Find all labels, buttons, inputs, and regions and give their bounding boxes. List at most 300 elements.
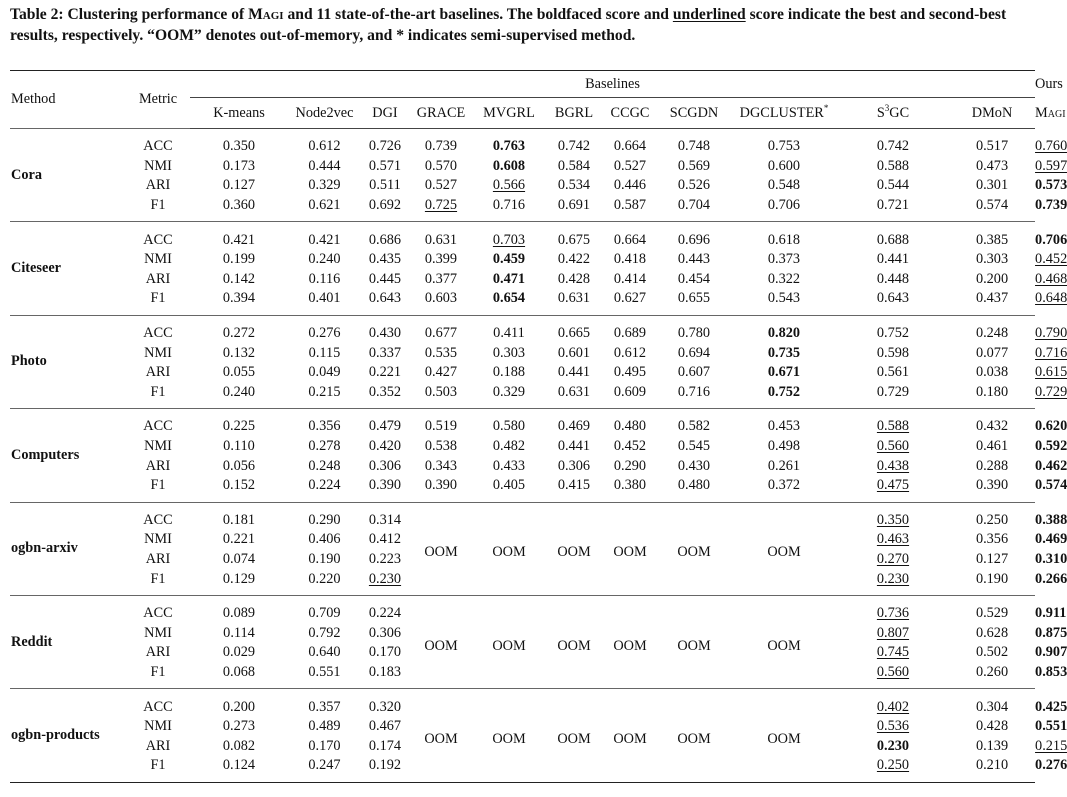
score-value: 0.272 (222, 325, 256, 342)
score-value: 0.529 (975, 605, 1009, 622)
score-value: 0.536 (876, 718, 910, 735)
score-cell (361, 383, 409, 409)
score-cell (288, 250, 361, 270)
metric-label: ACC (143, 138, 173, 155)
score-cell (837, 595, 949, 623)
score-cell (361, 456, 409, 476)
score-value: 0.261 (767, 457, 801, 474)
score-cell (837, 643, 949, 663)
metric-label: ACC (143, 325, 173, 342)
score-cell (731, 250, 837, 270)
score-cell (361, 289, 409, 315)
score-value: 0.421 (222, 231, 256, 248)
score-value: 0.422 (557, 251, 591, 268)
score-cell (837, 176, 949, 196)
score-value: 0.350 (876, 511, 910, 528)
score-cell (190, 196, 288, 222)
score-cell (190, 717, 288, 737)
metric-label: F1 (150, 570, 166, 587)
score-cell (731, 476, 837, 502)
col-header-scgdn: SCGDN (657, 98, 731, 129)
score-cell (545, 157, 603, 177)
table-row (10, 250, 1035, 270)
score-cell (545, 363, 603, 383)
metric-label: NMI (144, 624, 172, 641)
score-value: 0.694 (677, 344, 711, 361)
score-value: 0.421 (308, 231, 341, 248)
score-cell (190, 363, 288, 383)
score-cell (949, 595, 1035, 623)
table-row (10, 476, 1035, 502)
score-value: 0.377 (424, 270, 458, 287)
score-value: 0.306 (368, 457, 402, 474)
score-value: 0.390 (368, 477, 402, 494)
score-value: 0.609 (613, 383, 647, 400)
score-value: 0.443 (677, 251, 711, 268)
score-value: 0.574 (1035, 477, 1067, 494)
score-value: 0.677 (424, 325, 458, 342)
score-value: 0.643 (368, 290, 402, 307)
metric-label: ACC (143, 418, 173, 435)
score-value: 0.582 (677, 418, 711, 435)
score-cell (837, 383, 949, 409)
score-cell (409, 343, 473, 363)
score-value: 0.337 (368, 344, 402, 361)
col-header-ccgc: CCGC (603, 98, 657, 129)
score-cell (603, 383, 657, 409)
score-cell (361, 623, 409, 643)
score-cell (361, 476, 409, 502)
score-value: 0.173 (222, 157, 256, 174)
score-value: 0.188 (492, 364, 526, 381)
score-value: 0.049 (308, 364, 341, 381)
score-cell (190, 270, 288, 290)
score-cell (288, 409, 361, 437)
score-cell (190, 222, 288, 250)
score-cell (288, 343, 361, 363)
metric-label: ARI (145, 457, 171, 474)
score-cell (190, 502, 288, 530)
metric-label: F1 (150, 663, 166, 680)
score-cell (190, 569, 288, 595)
score-cell (545, 270, 603, 290)
score-value: 0.127 (222, 177, 256, 194)
score-value: 0.631 (557, 290, 591, 307)
score-value: 0.425 (1035, 698, 1067, 715)
caption-text-2: and 11 state-of-the-art baselines. The boldfaced score and (287, 6, 669, 23)
oom-cell: OOM (677, 637, 711, 654)
score-value: 0.446 (613, 177, 647, 194)
score-cell (603, 250, 657, 270)
score-value: 0.248 (975, 325, 1009, 342)
score-cell (949, 343, 1035, 363)
score-cell (361, 736, 409, 756)
score-value: 0.388 (1035, 511, 1067, 528)
score-value: 0.598 (876, 344, 910, 361)
score-value: 0.543 (767, 290, 801, 307)
score-cell (473, 270, 545, 290)
score-value: 0.411 (493, 325, 525, 342)
score-cell (361, 129, 409, 157)
score-value: 0.415 (557, 477, 591, 494)
score-cell (361, 717, 409, 737)
semi-supervised-marker: * (823, 102, 829, 113)
score-cell (409, 176, 473, 196)
score-value: 0.454 (677, 270, 711, 287)
score-cell (657, 315, 731, 343)
score-cell (603, 270, 657, 290)
score-value: 0.224 (308, 477, 341, 494)
score-cell (409, 383, 473, 409)
score-value: 0.706 (1035, 231, 1067, 248)
score-value: 0.655 (677, 290, 711, 307)
score-cell (603, 289, 657, 315)
table-caption (10, 4, 1015, 46)
col-header-s3gc-gc: GC (889, 104, 910, 121)
score-value: 0.221 (368, 364, 402, 381)
table-row (10, 176, 1035, 196)
dataset-name: Reddit (11, 633, 53, 650)
score-cell (361, 222, 409, 250)
score-cell (949, 250, 1035, 270)
score-cell (657, 476, 731, 502)
score-value: 0.753 (767, 138, 801, 155)
score-value: 0.612 (308, 138, 341, 155)
score-cell (949, 736, 1035, 756)
score-value: 0.116 (308, 270, 341, 287)
score-value: 0.115 (308, 344, 341, 361)
score-cell (409, 456, 473, 476)
score-value: 0.343 (424, 457, 458, 474)
score-value: 0.703 (492, 231, 526, 248)
score-value: 0.453 (767, 418, 801, 435)
score-value: 0.390 (424, 477, 458, 494)
score-value: 0.224 (368, 605, 402, 622)
score-cell (288, 689, 361, 717)
score-value: 0.519 (424, 418, 458, 435)
score-cell (949, 383, 1035, 409)
score-value: 0.907 (1035, 644, 1067, 661)
score-cell (288, 129, 361, 157)
score-value: 0.664 (613, 231, 647, 248)
score-cell (409, 270, 473, 290)
score-value: 0.427 (424, 364, 458, 381)
score-cell (361, 689, 409, 717)
dataset-group (10, 222, 1067, 315)
score-value: 0.716 (677, 383, 711, 400)
score-value: 0.247 (308, 757, 341, 774)
score-value: 0.752 (767, 383, 801, 400)
score-cell (545, 315, 603, 343)
score-cell (190, 157, 288, 177)
score-value: 0.471 (492, 270, 526, 287)
score-cell (603, 222, 657, 250)
score-cell (361, 550, 409, 570)
score-cell (409, 196, 473, 222)
score-value: 0.569 (677, 157, 711, 174)
score-cell (731, 363, 837, 383)
score-value: 0.441 (876, 251, 910, 268)
score-cell (949, 643, 1035, 663)
score-value: 0.544 (876, 177, 910, 194)
metric-label: F1 (150, 383, 166, 400)
score-cell (949, 196, 1035, 222)
score-value: 0.056 (222, 457, 256, 474)
score-cell (837, 315, 949, 343)
metric-label: ARI (145, 364, 171, 381)
score-cell (361, 343, 409, 363)
score-cell (603, 315, 657, 343)
score-value: 0.551 (1035, 718, 1067, 735)
score-cell (837, 129, 949, 157)
score-cell (473, 476, 545, 502)
metric-label: ACC (143, 698, 173, 715)
score-value: 0.527 (613, 157, 647, 174)
score-cell (288, 157, 361, 177)
score-cell (361, 756, 409, 782)
score-value: 0.139 (975, 737, 1009, 754)
score-cell (657, 222, 731, 250)
score-cell (657, 157, 731, 177)
score-cell (603, 456, 657, 476)
score-value: 0.615 (1035, 364, 1067, 381)
score-value: 0.414 (613, 270, 647, 287)
oom-cell: OOM (767, 730, 801, 747)
score-value: 0.110 (223, 438, 255, 455)
score-value: 0.573 (1035, 177, 1067, 194)
score-cell (190, 250, 288, 270)
score-cell (949, 530, 1035, 550)
score-value: 0.739 (424, 138, 458, 155)
score-cell (288, 663, 361, 689)
score-cell (361, 502, 409, 530)
score-value: 0.433 (492, 457, 526, 474)
score-cell (657, 250, 731, 270)
score-value: 0.648 (1035, 290, 1067, 307)
score-cell (837, 717, 949, 737)
score-value: 0.089 (222, 605, 256, 622)
col-header-bgrl: BGRL (545, 98, 603, 129)
score-cell (603, 476, 657, 502)
score-value: 0.535 (424, 344, 458, 361)
score-cell (837, 437, 949, 457)
score-cell (190, 689, 288, 717)
score-cell (837, 456, 949, 476)
score-value: 0.739 (1035, 197, 1067, 214)
table-row (10, 409, 1035, 437)
score-value: 0.560 (876, 438, 910, 455)
score-cell (545, 409, 603, 437)
score-value: 0.503 (424, 383, 458, 400)
score-value: 0.438 (876, 457, 910, 474)
score-cell (949, 717, 1035, 737)
score-value: 0.301 (975, 177, 1009, 194)
score-cell (409, 289, 473, 315)
score-value: 0.612 (613, 344, 647, 361)
metric-label: NMI (144, 251, 172, 268)
score-cell (409, 157, 473, 177)
score-value: 0.276 (1035, 757, 1067, 774)
score-value: 0.290 (308, 511, 341, 528)
score-cell (949, 689, 1035, 717)
score-value: 0.654 (492, 290, 526, 307)
score-value: 0.373 (767, 251, 801, 268)
score-value: 0.735 (767, 344, 801, 361)
score-cell (409, 476, 473, 502)
oom-cell: OOM (677, 544, 711, 561)
score-value: 0.350 (222, 138, 256, 155)
score-cell (837, 270, 949, 290)
dataset-name: ogbn-products (11, 726, 100, 743)
score-value: 0.250 (876, 757, 910, 774)
score-cell (657, 196, 731, 222)
score-value: 0.170 (368, 644, 402, 661)
score-value: 0.742 (557, 138, 591, 155)
score-cell (409, 129, 473, 157)
metric-label: NMI (144, 344, 172, 361)
score-value: 0.688 (876, 231, 910, 248)
score-cell (657, 289, 731, 315)
score-value: 0.627 (613, 290, 647, 307)
oom-cell: OOM (424, 730, 458, 747)
dataset-name: Citeseer (11, 260, 62, 277)
score-cell (949, 476, 1035, 502)
metric-label: F1 (150, 757, 166, 774)
score-value: 0.601 (557, 344, 591, 361)
score-cell (288, 623, 361, 643)
score-value: 0.074 (222, 550, 256, 567)
score-value: 0.620 (1035, 418, 1067, 435)
score-value: 0.480 (677, 477, 711, 494)
score-cell (288, 476, 361, 502)
score-value: 0.592 (1035, 438, 1067, 455)
score-value: 0.597 (1035, 157, 1067, 174)
score-cell (949, 176, 1035, 196)
score-value: 0.467 (368, 718, 402, 735)
score-cell (949, 663, 1035, 689)
score-value: 0.223 (368, 550, 402, 567)
score-cell (473, 409, 545, 437)
score-value: 0.706 (767, 197, 801, 214)
col-header-dgi: DGI (361, 98, 409, 129)
score-cell (949, 363, 1035, 383)
score-value: 0.736 (876, 605, 910, 622)
score-value: 0.807 (876, 624, 910, 641)
score-value: 0.517 (975, 138, 1009, 155)
table-row (10, 196, 1035, 222)
score-value: 0.618 (767, 231, 801, 248)
score-value: 0.412 (368, 531, 402, 548)
col-header-s3gc (837, 98, 949, 129)
score-value: 0.356 (308, 418, 341, 435)
score-cell (603, 176, 657, 196)
score-cell (190, 456, 288, 476)
score-cell (837, 157, 949, 177)
dataset-name: ogbn-arxiv (11, 540, 78, 557)
score-value: 0.527 (424, 177, 458, 194)
caption-text-3: score indicate the best and second-best results, respectively. “OOM” denotes out-of-memory, and * indicates semi-supervised method. (10, 6, 1007, 44)
score-value: 0.038 (975, 364, 1009, 381)
score-value: 0.745 (876, 644, 910, 661)
score-value: 0.459 (492, 251, 526, 268)
table-row (10, 437, 1035, 457)
col-header-mvgrl: MVGRL (473, 98, 545, 129)
metric-label: ACC (143, 231, 173, 248)
score-value: 0.538 (424, 438, 458, 455)
score-cell (545, 250, 603, 270)
score-cell (190, 129, 288, 157)
score-cell (473, 176, 545, 196)
score-cell (837, 476, 949, 502)
score-cell (190, 623, 288, 643)
score-cell (657, 129, 731, 157)
score-cell (603, 196, 657, 222)
score-value: 0.306 (557, 457, 591, 474)
score-value: 0.469 (1035, 531, 1067, 548)
score-cell (190, 289, 288, 315)
score-value: 0.405 (492, 477, 526, 494)
score-cell (409, 437, 473, 457)
score-cell (949, 502, 1035, 530)
metric-label: ACC (143, 605, 173, 622)
col-header-node2vec: Node2vec (288, 98, 361, 129)
score-cell (657, 456, 731, 476)
score-cell (361, 196, 409, 222)
score-cell (603, 157, 657, 177)
oom-cell: OOM (677, 730, 711, 747)
score-value: 0.230 (876, 570, 910, 587)
score-cell (361, 270, 409, 290)
metric-label: NMI (144, 438, 172, 455)
score-value: 0.322 (767, 270, 801, 287)
score-cell (949, 756, 1035, 782)
score-cell (288, 569, 361, 595)
score-cell (949, 550, 1035, 570)
score-value: 0.288 (975, 457, 1009, 474)
dataset-name: Computers (11, 446, 80, 463)
score-cell (949, 289, 1035, 315)
score-cell (409, 409, 473, 437)
score-cell (190, 409, 288, 437)
score-cell (837, 363, 949, 383)
score-cell (837, 689, 949, 717)
score-value: 0.574 (975, 197, 1009, 214)
score-value: 0.401 (308, 290, 341, 307)
score-cell (473, 383, 545, 409)
score-value: 0.385 (975, 231, 1009, 248)
oom-cell: OOM (492, 637, 526, 654)
score-cell (545, 437, 603, 457)
score-cell (603, 129, 657, 157)
score-cell (949, 129, 1035, 157)
metric-label: ARI (145, 177, 171, 194)
score-cell (473, 222, 545, 250)
score-cell (545, 222, 603, 250)
metric-label: F1 (150, 197, 166, 214)
score-value: 0.430 (677, 457, 711, 474)
score-cell (837, 623, 949, 643)
score-cell (837, 250, 949, 270)
score-value: 0.260 (975, 663, 1009, 680)
score-cell (837, 530, 949, 550)
oom-cell: OOM (613, 544, 647, 561)
score-cell (190, 437, 288, 457)
table-label: Table 2: (10, 6, 64, 23)
results-table: Method Metric Baselines Ours K-means Node2vec DGI GRACE MVGRL BGRL CCGC SCGDN DGCLUSTER* $S^3GC$ DMoN Magi Cora ACC 0.350 0.612 0.726 0.739 0.763 0.742 0.664 0.748 0.753 0.742 0.517 0.760 NMI 0.173 0.444 0.571 0.570 0.608 0.584 0.527 0.569 0.600 0.588 0.473 0.597 ARI 0.127 0.329 0.511 0.527 0.566 0.534 0.446 0.526 0.548 0.544 0.301 0.573 F1 0.360 0.621 0.692 0.725 0.716 0.691 0.587 0.704 0.706 0.721 0.574 0.739 Citeseer ACC 0.421 0.421 0.686 0.631 0.703 0.675 0.664 0.696 0.618 0.688 0.385 0.706 NMI 0.199 0.240 0.435 0.399 0.459 0.422 0.418 0.443 0.373 0.441 0.303 0.452 ARI 0.142 0.116 0.445 0.377 0.471 0.428 0.414 0.454 0.322 0.448 0.200 0.468 F1 0.394 0.401 0.643 0.603 0.654 0.631 0.627 0.655 0.543 0.643 0.437 0.648 Photo ACC 0.272 0.276 0.430 0.677 0.411 0.665 0.689 0.780 0.820 0.752 0.248 0.790 NMI 0.132 0.115 0.337 0.535 0.303 0.601 0.612 0.694 0.735 0.598 0.077 0.716 ARI 0.055 0.049 0.221 0.427 0.188 0.441 0.495 0.607 0.671 0.561 0.038 0.615 F1 0.240 0.215 0.352 0.503 0.329 0.631 0.609 0.716 0.752 0.729 0.180 0.729 Computers ACC 0.225 0.356 0.479 0.519 0.580 0.469 0.480 0.582 0.453 0.588 0.432 0.620 NMI 0.110 0.278 0.420 0.538 0.482 0.441 0.452 0.545 0.498 0.560 0.461 0.592 ARI 0.056 0.248 0.306 0.343 0.433 0.306 0.290 0.430 0.261 0.438 0.288 0.462 F1 0.152 0.224 0.390 0.390 0.405 0.415 0.380 0.480 0.372 0.475 0.390 0.574 ogbn-arxiv ACC 0.181 0.290 0.314 OOM OOM OOM OOM OOM OOM 0.350 0.250 0.388 NMI 0.221 0.406 0.412 0.463 0.356 0.469 ARI 0.074 0.190 0.223 0.270 0.127 0.310 F1 0.129 0.220 0.230 0.230 0.190 0.266 Reddit ACC 0.089 0.709 0.224 OOM OOM OOM OOM OOM OOM 0.736 0.529 0.911 NMI 0.114 0.792 0.306 0.807 0.628 0.875 ARI 0.029 0.640 0.170 0.745 0.502 0.907 F1 0.068 0.551 0.183 0.560 0.260 0.853 ogbn-products ACC 0.200 0.357 0.320 OOM OOM OOM OOM OOM OOM 0.402 0.304 0.425 NMI 0.273 0.489 0.467 0.536 0.428 0.551 ARI 0.082 0.170 0.174 0.230 0.139 0.215 F1 0.124 0.247 0.192 0.250 0.210 0.276 (10, 70, 1035, 783)
score-cell (731, 270, 837, 290)
score-cell (288, 530, 361, 550)
score-cell (657, 437, 731, 457)
